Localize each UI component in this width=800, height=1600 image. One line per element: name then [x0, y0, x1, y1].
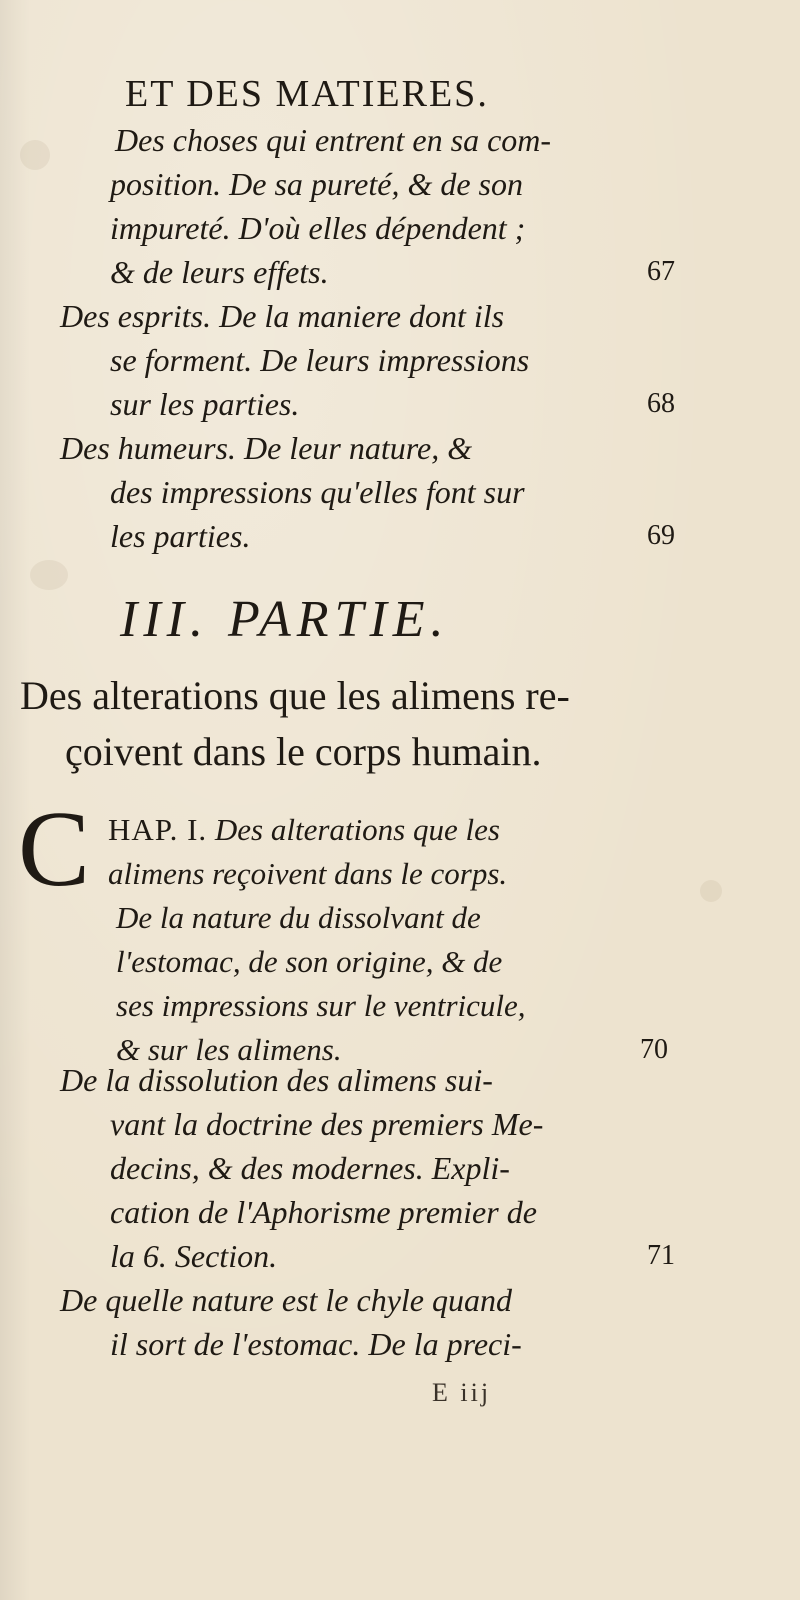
entry-line: & de leurs effets. — [110, 254, 329, 290]
chapter-line: l'estomac, de son origine, & de — [116, 944, 503, 979]
subtitle-line: Des alterations que les alimens re- — [20, 673, 570, 718]
entry-line: cation de l'Aphorisme premier de — [110, 1194, 537, 1230]
chapter-line: alimens reçoivent dans le corps. — [108, 856, 508, 891]
entry-line: position. De sa pureté, & de son — [110, 166, 523, 202]
entry-line: decins, & des modernes. Expli- — [110, 1150, 510, 1186]
entry-line: Des esprits. De la maniere dont ils — [60, 298, 505, 334]
subtitle-line: çoivent dans le corps humain. — [65, 729, 542, 774]
index-entries-bottom — [60, 1058, 675, 1366]
page-number: 70 — [640, 1034, 668, 1065]
entry-line: se forment. De leurs impressions — [110, 342, 530, 378]
entry-line: il sort de l'estomac. De la preci- — [110, 1326, 522, 1362]
page-number: 69 — [647, 520, 675, 551]
drop-cap: C — [18, 790, 91, 909]
chapter-line: ses impressions sur le ventricule, — [116, 988, 526, 1023]
chapter-line-text: & sur les alimens. — [116, 1032, 342, 1067]
chapter-line: De la nature du dissolvant de — [116, 900, 481, 935]
index-entry — [60, 426, 675, 558]
page-number: 71 — [647, 1240, 675, 1271]
foxing-spot — [20, 140, 50, 170]
index-entry — [60, 1058, 675, 1278]
entry-line: des impressions qu'elles font sur — [110, 474, 525, 510]
foxing-spot — [700, 880, 722, 902]
index-entry — [60, 118, 675, 294]
index-entries-top — [60, 118, 675, 558]
entry-line: Des humeurs. De leur nature, & — [60, 430, 473, 466]
page-number: 68 — [647, 388, 675, 419]
entry-line: impureté. D'où elles dépendent ; — [110, 210, 526, 246]
running-head: ET DES MATIERES. — [125, 73, 489, 115]
part-subtitle — [20, 668, 670, 780]
entry-line: sur les parties. — [110, 386, 300, 422]
entry-line: vant la doctrine des premiers Me- — [110, 1106, 544, 1142]
chapter-entry — [18, 790, 668, 1072]
entry-line: les parties. — [110, 518, 251, 554]
signature-mark: E iij — [432, 1378, 492, 1407]
page-number: 67 — [647, 256, 675, 287]
entry-line: la 6. Section. — [110, 1238, 278, 1274]
entry-line: De la dissolution des alimens sui- — [60, 1062, 493, 1098]
index-entry — [60, 294, 675, 426]
index-entry — [60, 1278, 670, 1366]
chapter-label: HAP. I. — [108, 812, 208, 847]
chapter-line — [18, 808, 668, 852]
part-title: III. PARTIE. — [120, 591, 450, 648]
chapter-line-text: Des alterations que les — [214, 812, 500, 847]
entry-line: Des choses qui entrent en sa com- — [115, 122, 552, 158]
entry-line: De quelle nature est le chyle quand — [60, 1282, 512, 1318]
foxing-spot — [30, 560, 68, 590]
